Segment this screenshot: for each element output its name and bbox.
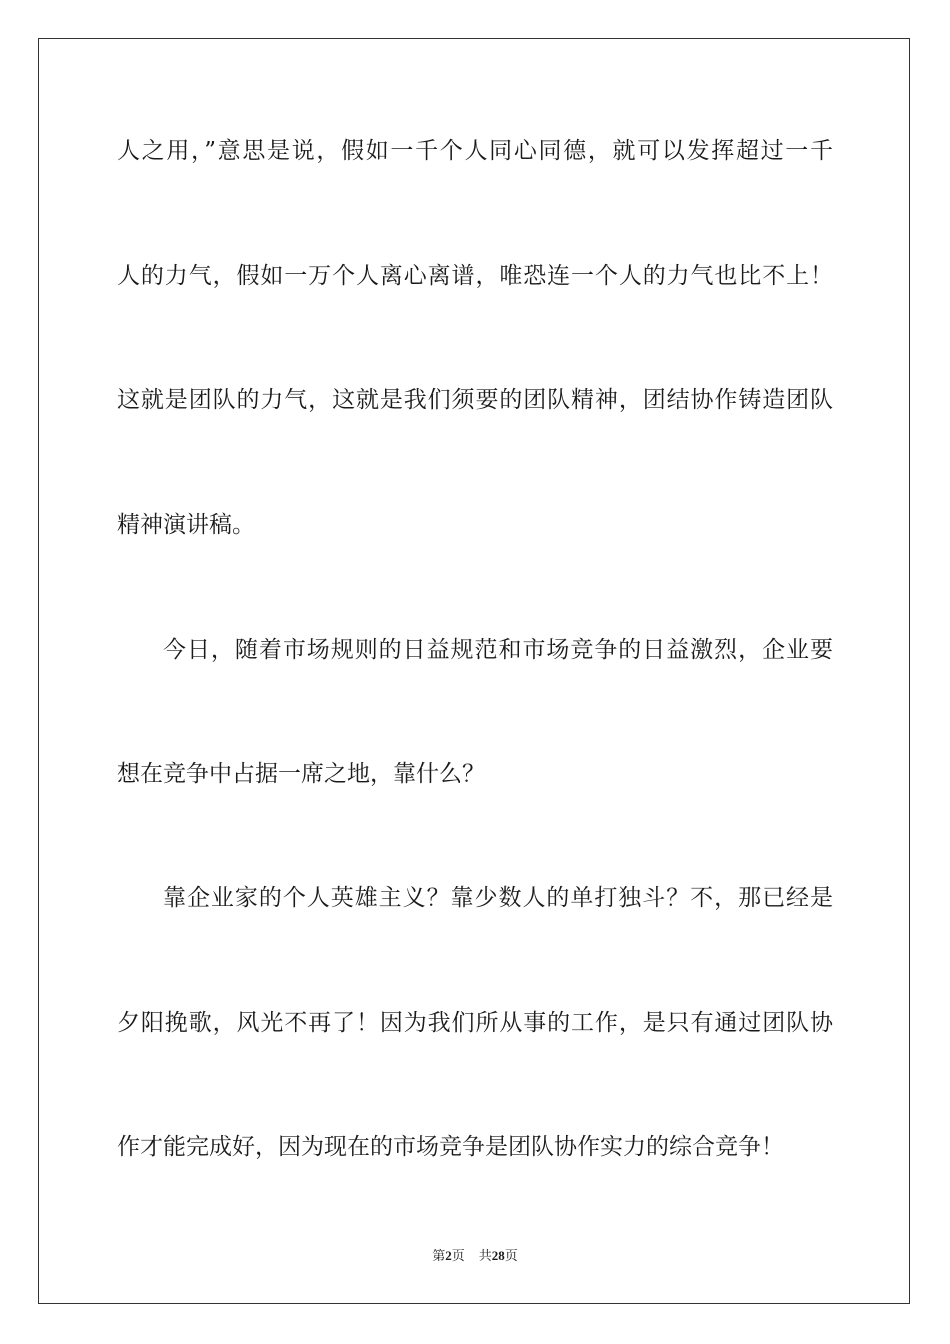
body-line-9: 作才能完成好，因为现在的市场竞争是团队协作实力的综合竞争！: [117, 1134, 784, 1160]
body-line-5: 今日，随着市场规则的日益规范和市场竞争的日益激烈，企业要: [163, 637, 833, 663]
body-line-2: 人的力气，假如一万个人离心离谱，唯恐连一个人的力气也比不上！: [117, 263, 833, 289]
body-line-6: 想在竞争中占据一席之地，靠什么？: [117, 761, 485, 787]
footer-total-suffix: 页: [504, 1248, 518, 1263]
footer-page-number: 2: [445, 1248, 452, 1263]
footer-page-prefix: 第: [432, 1248, 446, 1263]
footer-total-prefix: 共: [478, 1248, 492, 1263]
body-line-8: 夕阳挽歌，风光不再了！因为我们所从事的工作，是只有通过团队协: [117, 1010, 833, 1036]
body-line-1: 人之用，”意思是说，假如一千个人同心同德，就可以发挥超过一千: [117, 138, 833, 164]
page-footer: [0, 1246, 950, 1266]
body-line-3: 这就是团队的力气，这就是我们须要的团队精神，团结协作铸造团队: [117, 387, 833, 413]
footer-total-pages: 28: [491, 1248, 505, 1263]
footer-page-suffix: 页: [451, 1248, 465, 1263]
page-border: [38, 38, 910, 1304]
body-line-4: 精神演讲稿。: [117, 512, 255, 538]
body-line-7: 靠企业家的个人英雄主义？靠少数人的单打独斗？不，那已经是: [163, 885, 833, 911]
